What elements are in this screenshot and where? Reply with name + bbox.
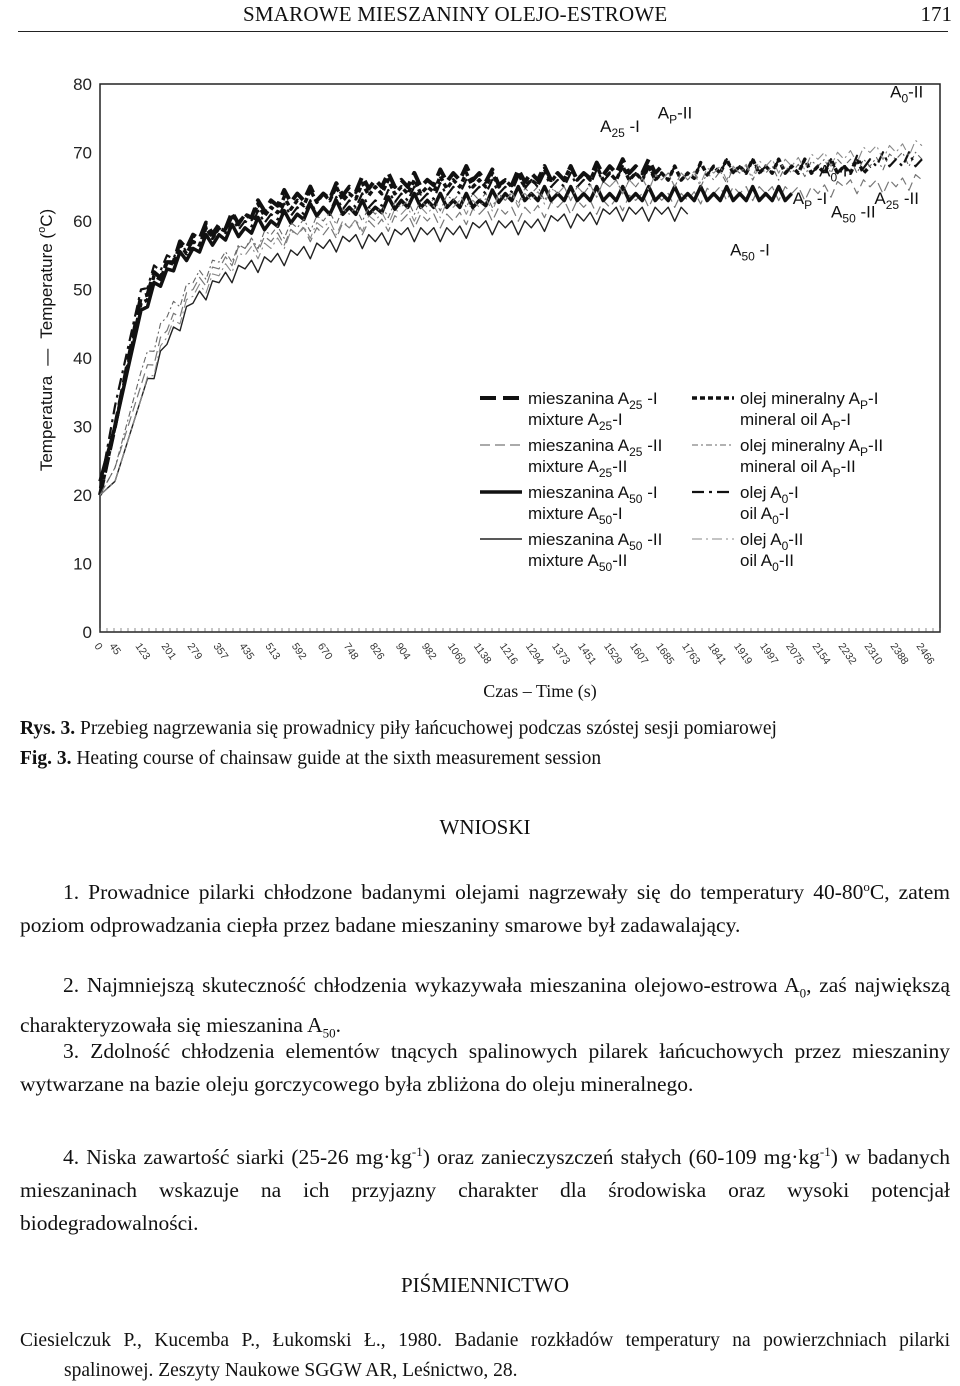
- legend-label: mieszanina $A_{50}$ -I: [528, 483, 658, 506]
- x-tick-label: 2154: [809, 640, 833, 667]
- y-tick-label: 40: [73, 349, 92, 368]
- x-tick-label: 1763: [679, 640, 703, 667]
- references-title: PIŚMIENNICTWO: [401, 1273, 569, 1297]
- x-tick-label: 123: [132, 640, 153, 663]
- legend-label: mineral oil $A_P-II$: [740, 457, 856, 480]
- x-tick-label: 279: [184, 640, 205, 663]
- legend-label: mixture $A_{50}-II$: [528, 551, 628, 574]
- figure-caption-pl: [20, 718, 777, 740]
- x-tick-label: 1529: [601, 640, 625, 667]
- page-number: 171: [920, 2, 952, 26]
- caption-text-pl: Przebieg nagrzewania się prowadnicy piły łańcuchowej podczas szóstej sesji pomiarowej: [75, 718, 777, 739]
- x-tick-label: 45: [106, 640, 124, 658]
- y-axis-label: Temperatura—Temperature ($^o$C): [36, 208, 56, 472]
- y-tick-label: 0: [82, 623, 92, 642]
- x-tick-label: 357: [210, 640, 231, 663]
- conclusions-title: WNIOSKI: [439, 815, 531, 839]
- curve-annotation: $A_0-I$: [819, 161, 848, 185]
- legend-label: oil $A_0-I$: [740, 504, 790, 527]
- x-tick-label: 670: [314, 640, 335, 663]
- running-header: [0, 0, 960, 34]
- x-tick-label: 1997: [757, 640, 781, 667]
- y-tick-label: 10: [73, 554, 92, 574]
- legend-label: mineral oil $A_P-I$: [740, 410, 852, 433]
- x-tick-label: 1607: [627, 640, 651, 667]
- x-tick-label: 748: [340, 640, 361, 663]
- legend-label: mixture $A_{50}-I$: [528, 504, 623, 527]
- caption-label-en: Fig. 3.: [20, 748, 72, 769]
- x-tick-label: 904: [392, 640, 413, 663]
- curve-annotation: $A_{50}$ -II: [831, 202, 876, 226]
- curve-annotation: $A_{25}$ -I: [600, 116, 640, 140]
- legend-label: olej mineralny $A_P-I$: [740, 389, 879, 412]
- x-tick-label: 2466: [913, 640, 937, 667]
- header-rule: [18, 31, 948, 32]
- curve-annotation: $A_{50}$ -I: [730, 240, 770, 264]
- legend-label: mieszanina $A_{25}$ -II: [528, 436, 663, 459]
- legend-label: mixture $A_{25}-I$: [528, 410, 623, 433]
- curve-annotation: $A_{25}$ -II: [874, 188, 919, 212]
- x-tick-label: 1451: [575, 640, 599, 667]
- x-tick-label: 2232: [835, 640, 859, 667]
- x-tick-label: 1919: [731, 640, 755, 667]
- x-tick-label: 1138: [470, 640, 494, 667]
- x-tick-label: 982: [418, 640, 439, 663]
- x-tick-label: 826: [366, 640, 387, 663]
- curve-annotation: $A_0-II$: [890, 82, 924, 106]
- x-tick-label: 435: [236, 640, 257, 663]
- x-tick-label: 2310: [861, 640, 885, 667]
- legend-label: oil $A_0-II$: [740, 551, 794, 574]
- x-tick-label: 1216: [496, 640, 521, 667]
- y-tick-label: 60: [73, 212, 92, 231]
- x-tick-label: 0: [91, 640, 105, 653]
- x-tick-label: 513: [262, 640, 283, 663]
- y-tick-label: 50: [73, 280, 92, 300]
- curve-annotation: $A_P$ -I: [792, 188, 828, 212]
- conclusion-2: 2. Najmniejszą skuteczność chłodzenia wykazywała mieszanina olejowo-estrowa $A_0$, zaś największą charakteryzowała się mieszanina $A_{50}$.: [20, 973, 950, 1041]
- x-tick-label: 1373: [549, 640, 573, 667]
- y-tick-label: 20: [73, 486, 92, 505]
- legend-label: olej $A_0-II$: [740, 530, 804, 553]
- conclusion-4: 4. Niska zawartość siarki (25-26 $mg\cdot kg^{-1}$) oraz zanieczyszczeń stałych (60-109 $mg\cdot kg^{-1}$) w badanych mieszaninach wskazuje na ich przyjazny charakter dla środowiska oraz wysoki potencjał biodegradowalności.: [20, 1144, 950, 1236]
- y-axis: [73, 75, 92, 642]
- legend: [470, 380, 938, 580]
- x-axis-label: Czas – Time (s): [483, 681, 597, 701]
- x-tick-label: 1294: [522, 640, 547, 667]
- legend-label: mieszanina $A_{25}$ -I: [528, 389, 658, 412]
- legend-label: olej mineralny $A_P-II$: [740, 436, 884, 459]
- figure-caption-en: [20, 748, 601, 770]
- x-tick-label: 1841: [705, 640, 729, 667]
- y-tick-label: 80: [73, 75, 92, 94]
- curve-annotation: $A_P-II$: [657, 103, 693, 127]
- x-tick-label: 2075: [783, 640, 807, 667]
- caption-label-pl: Rys. 3.: [20, 718, 76, 739]
- x-tick-label: 592: [288, 640, 309, 663]
- x-tick-label: 201: [158, 640, 179, 663]
- temperature-chart: [0, 40, 960, 710]
- x-tick-label: 1060: [444, 640, 469, 667]
- legend-label: mixture $A_{25}-II$: [528, 457, 628, 480]
- x-axis: [92, 628, 940, 667]
- running-title: SMAROWE MIESZANINY OLEJO-ESTROWE: [243, 2, 668, 26]
- legend-label: olej $A_0-I$: [740, 483, 799, 506]
- conclusion-3: 3. Zdolność chłodzenia elementów tnących spalinowych pilarek łańcuchowych przez mieszaniny wytwarzane na bazie oleju gorczycowego była zbliżona do oleju mineralnego.: [20, 1039, 950, 1096]
- conclusion-1: 1. Prowadnice pilarki chłodzone badanymi olejami nagrzewały się do temperatury 40-80$^o$C, zatem poziom odprowadzania ciepła przez badane mieszaniny smarowe był zadawalający.: [20, 879, 950, 938]
- caption-text-en: Heating course of chainsaw guide at the sixth measurement session: [71, 748, 602, 769]
- x-tick-label: 1685: [653, 640, 677, 667]
- legend-label: mieszanina $A_{50}$ -II: [528, 530, 663, 553]
- reference-1: Ciesielczuk P., Kucemba P., Łukomski Ł., 1980. Badanie rozkładów temperatury na powierzchniach pilarki spalinowej. Zeszyty Naukowe SGGW AR, Leśnictwo, 28.: [20, 1330, 950, 1381]
- y-tick-label: 70: [73, 143, 92, 163]
- x-tick-label: 2388: [887, 640, 911, 667]
- y-tick-label: 30: [73, 417, 92, 437]
